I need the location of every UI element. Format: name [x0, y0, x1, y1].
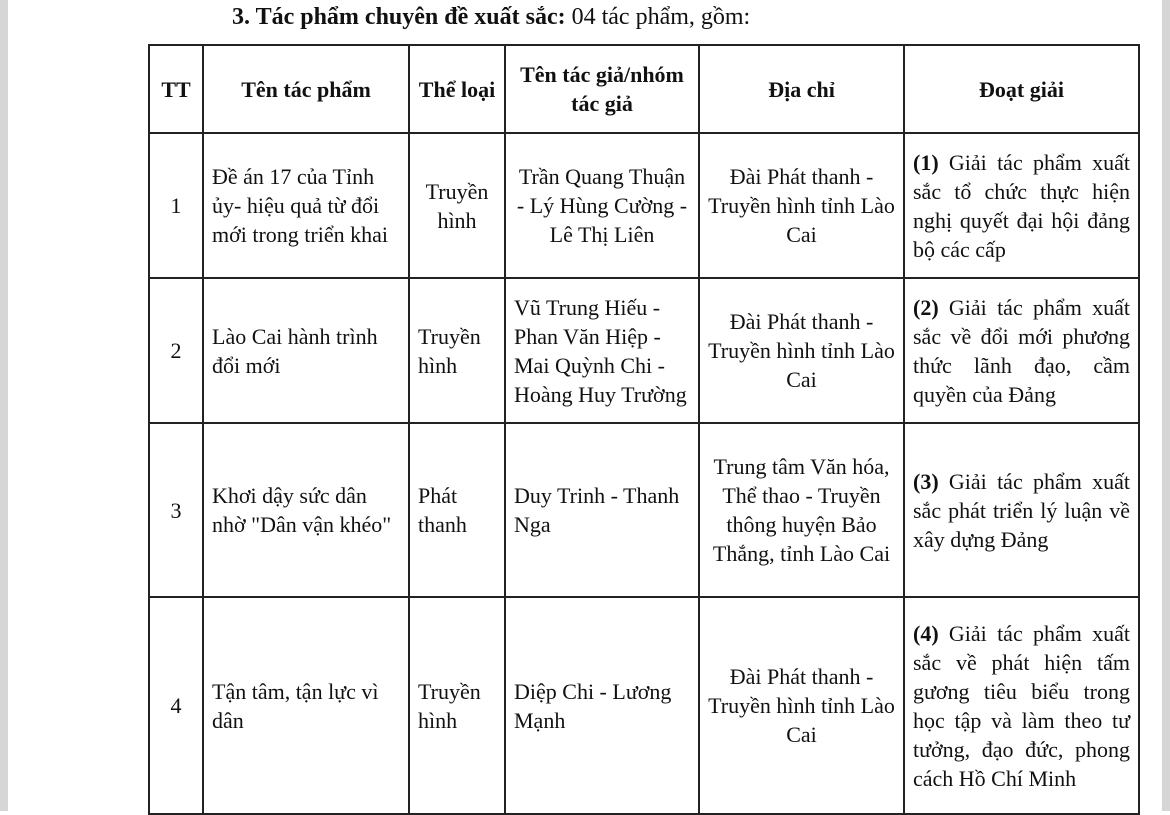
table-row — [149, 597, 1139, 814]
cell-tt: 1 — [149, 133, 203, 278]
award-number: (4) — [913, 620, 939, 646]
award-text: Giải tác phẩm xuất sắc phát triển lý luận về xây dựng Đảng — [913, 468, 1130, 552]
section-heading — [232, 2, 750, 32]
cell-address: Đài Phát thanh - Truyền hình tỉnh Lào Cai — [699, 133, 904, 278]
cell-tt: 3 — [149, 423, 203, 597]
section-heading-bold: 3. Tác phẩm chuyên đề xuất sắc: — [232, 4, 566, 30]
table-header-row — [149, 45, 1139, 133]
award-number: (3) — [913, 468, 939, 494]
cell-author: Duy Trinh - Thanh Nga — [505, 423, 699, 597]
table-row — [149, 133, 1139, 278]
header-name: Tên tác phẩm — [203, 45, 409, 133]
award-text: Giải tác phẩm xuất sắc về phát hiện tấm gương tiêu biểu trong học tập và làm theo tư tưởng, đạo đức, phong cách Hồ Chí Minh — [913, 620, 1130, 791]
awards-table — [148, 44, 1140, 815]
award-text: Giải tác phẩm xuất sắc về đổi mới phương thức lãnh đạo, cầm quyền của Đảng — [913, 294, 1130, 407]
header-address: Địa chỉ — [699, 45, 904, 133]
page-edge-left — [0, 0, 8, 811]
cell-tt: 4 — [149, 597, 203, 814]
award-number: (2) — [913, 294, 939, 320]
cell-address: Đài Phát thanh - Truyền hình tỉnh Lào Cai — [699, 278, 904, 423]
table-row — [149, 278, 1139, 423]
header-tt: TT — [149, 45, 203, 133]
cell-name: Đề án 17 của Tỉnh ủy- hiệu quả từ đổi mới trong triển khai — [203, 133, 409, 278]
award-number: (1) — [913, 149, 939, 175]
cell-genre: Truyền hình — [409, 597, 505, 814]
cell-tt: 2 — [149, 278, 203, 423]
cell-award — [904, 597, 1139, 814]
header-author: Tên tác giả/nhóm tác giả — [505, 45, 699, 133]
cell-genre: Phát thanh — [409, 423, 505, 597]
table-row — [149, 423, 1139, 597]
cell-author: Diệp Chi - Lương Mạnh — [505, 597, 699, 814]
cell-award — [904, 423, 1139, 597]
cell-award — [904, 133, 1139, 278]
header-award: Đoạt giải — [904, 45, 1139, 133]
cell-genre: Truyền hình — [409, 278, 505, 423]
cell-name: Lào Cai hành trình đổi mới — [203, 278, 409, 423]
cell-author: Vũ Trung Hiếu - Phan Văn Hiệp - Mai Quỳnh Chi -Hoàng Huy Trường — [505, 278, 699, 423]
page-edge-right — [1162, 0, 1170, 811]
section-heading-rest: 04 tác phẩm, gồm: — [565, 4, 751, 30]
header-genre: Thể loại — [409, 45, 505, 133]
cell-address: Trung tâm Văn hóa, Thể thao - Truyền thông huyện Bảo Thắng, tỉnh Lào Cai — [699, 423, 904, 597]
cell-address: Đài Phát thanh - Truyền hình tỉnh Lào Cai — [699, 597, 904, 814]
cell-award — [904, 278, 1139, 423]
cell-genre: Truyền hình — [409, 133, 505, 278]
cell-name: Tận tâm, tận lực vì dân — [203, 597, 409, 814]
cell-name: Khơi dậy sức dân nhờ "Dân vận khéo" — [203, 423, 409, 597]
award-text: Giải tác phẩm xuất sắc tổ chức thực hiện nghị quyết đại hội đảng bộ các cấp — [913, 149, 1130, 262]
cell-author: Trần Quang Thuận - Lý Hùng Cường - Lê Thị Liên — [505, 133, 699, 278]
